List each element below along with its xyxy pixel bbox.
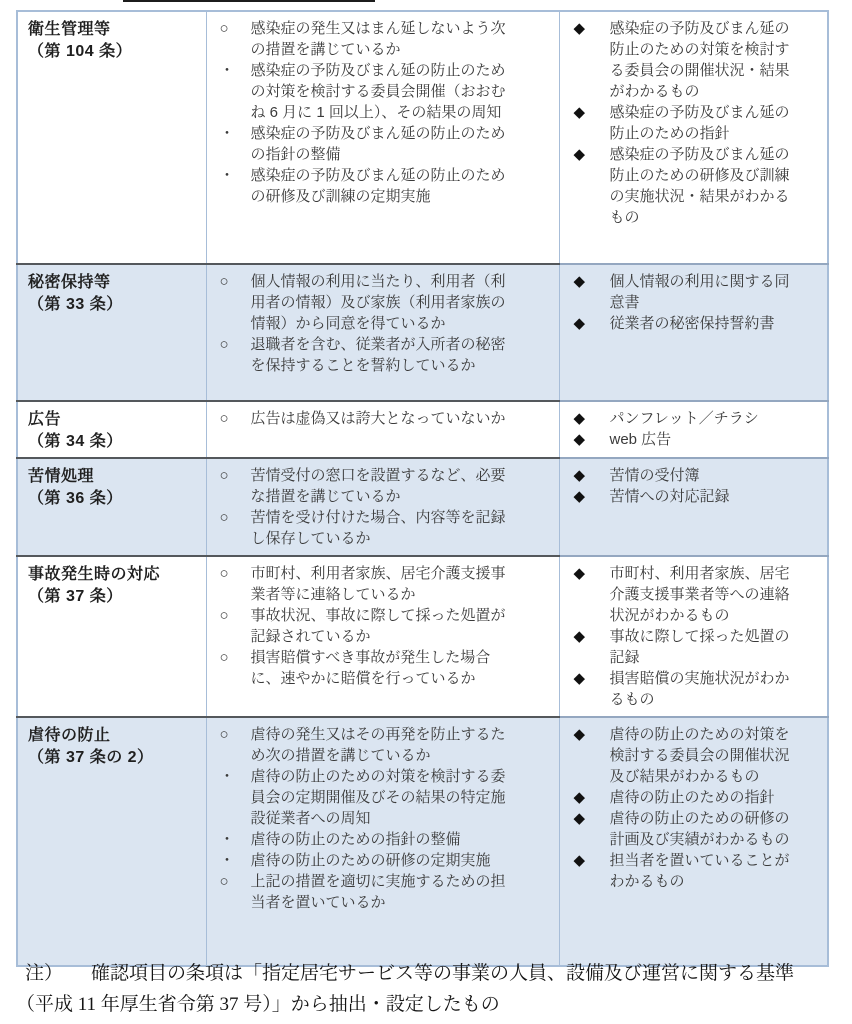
evidence-items-cell xyxy=(559,264,828,401)
check-items-cell xyxy=(206,264,559,401)
table-row xyxy=(17,401,828,458)
list-item xyxy=(560,626,828,668)
evidence-items-cell xyxy=(559,458,828,556)
check-items-cell xyxy=(206,556,559,717)
diamond-bullet-icon: ◆ xyxy=(573,670,586,687)
circle-bullet-icon: ○ xyxy=(219,649,229,666)
table-row xyxy=(17,458,828,556)
list-item-text: パンフレット／チラシ xyxy=(609,410,759,427)
list-item-text: 虐待の防止のための対策を検討する委員会の開催状況及び結果がわかるもの xyxy=(609,726,790,785)
list-item-text: 苦情への対応記録 xyxy=(609,488,730,505)
diamond-bullet-icon: ◆ xyxy=(573,810,586,827)
circle-bullet-icon: ○ xyxy=(219,509,229,526)
inspection-check-table xyxy=(16,10,829,967)
diamond-bullet-icon: ◆ xyxy=(573,104,586,121)
list-item-text: 損害賠償すべき事故が発生した場合に、速やかに賠償を行っているか xyxy=(250,649,491,687)
check-items-cell xyxy=(206,401,559,458)
category-name: 秘密保持等 xyxy=(28,274,111,291)
footnote xyxy=(0,958,852,1020)
list-item-text: 感染症の予防及びまん延の防止のための指針の整備 xyxy=(250,125,506,163)
list-item xyxy=(560,486,828,507)
category-article: （第 36 条） xyxy=(28,490,123,507)
list-item-text: 担当者を置いていることがわかるもの xyxy=(609,852,790,890)
category-article: （第 37 条） xyxy=(28,588,123,605)
list-item xyxy=(560,429,828,450)
list-item-text: 損害賠償の実施状況がわかるもの xyxy=(609,670,790,708)
list-item xyxy=(207,165,559,207)
diamond-bullet-icon: ◆ xyxy=(573,315,586,332)
diamond-bullet-icon: ◆ xyxy=(573,20,586,37)
list-item xyxy=(207,334,559,376)
list-item-text: 虐待の防止のための対策を検討する委員会の定期開催及びその結果の特定施設従業者への周知 xyxy=(250,768,506,827)
list-item xyxy=(207,123,559,165)
list-item xyxy=(207,871,559,913)
diamond-bullet-icon: ◆ xyxy=(573,628,586,645)
list-item-text: 事故に際して採った処置の記録 xyxy=(609,628,790,666)
list-item-text: 個人情報の利用に関する同意書 xyxy=(609,273,790,311)
category-name: 広告 xyxy=(28,411,62,428)
table-row xyxy=(17,11,828,264)
check-items-cell xyxy=(206,458,559,556)
list-item-text: 感染症の発生又はまん延しないよう次の措置を講じているか xyxy=(250,20,506,58)
list-item-text: 事故状況、事故に際して採った処置が記録されているか xyxy=(250,607,506,645)
list-item-text: 苦情受付の窓口を設置するなど、必要な措置を講じているか xyxy=(250,467,506,505)
page-top-remnant-line xyxy=(123,0,375,2)
list-item-text: 苦情を受け付けた場合、内容等を記録し保存しているか xyxy=(250,509,506,547)
list-item-text: 広告は虚偽又は誇大となっていないか xyxy=(250,410,506,427)
list-item-text: 感染症の予防及びまん延の防止のための対策を検討する委員会の開催状況・結果がわかるもの xyxy=(609,20,790,100)
list-item xyxy=(207,766,559,829)
table-row xyxy=(17,264,828,401)
list-item-text: 虐待の防止のための指針 xyxy=(609,789,775,806)
list-item xyxy=(207,18,559,60)
list-item xyxy=(560,313,828,334)
dot-bullet-icon: ・ xyxy=(219,167,235,184)
list-item-text: 虐待の防止のための指針の整備 xyxy=(250,831,461,848)
dot-bullet-icon: ・ xyxy=(219,852,235,869)
list-item xyxy=(207,507,559,549)
list-item xyxy=(560,144,828,228)
diamond-bullet-icon: ◆ xyxy=(573,565,586,582)
circle-bullet-icon: ○ xyxy=(219,467,229,484)
dot-bullet-icon: ・ xyxy=(219,62,235,79)
evidence-items-cell xyxy=(559,401,828,458)
circle-bullet-icon: ○ xyxy=(219,726,229,743)
list-item xyxy=(207,605,559,647)
list-item xyxy=(207,647,559,689)
list-item-text: 虐待の防止のための研修の計画及び実績がわかるもの xyxy=(609,810,790,848)
list-item xyxy=(560,102,828,144)
category-cell xyxy=(17,458,206,556)
inspection-table-body xyxy=(17,11,828,966)
evidence-items-cell xyxy=(559,11,828,264)
list-item-text: 退職者を含む、従業者が入所者の秘密を保持することを誓約しているか xyxy=(250,336,506,374)
footnote-line-1-text: 確認項目の条項は「指定居宅サービス等の事業の人員、設備及び運営に関する基準 xyxy=(91,963,795,984)
diamond-bullet-icon: ◆ xyxy=(573,431,586,448)
circle-bullet-icon: ○ xyxy=(219,607,229,624)
table-row xyxy=(17,717,828,966)
list-item xyxy=(207,408,559,429)
category-cell xyxy=(17,717,206,966)
category-article: （第 37 条の 2） xyxy=(28,749,154,766)
category-name: 衛生管理等 xyxy=(28,21,111,38)
category-name: 事故発生時の対応 xyxy=(28,566,161,583)
list-item-text: 苦情の受付簿 xyxy=(609,467,700,484)
list-item-text: 上記の措置を適切に実施するための担当者を置いているか xyxy=(250,873,506,911)
circle-bullet-icon: ○ xyxy=(219,565,229,582)
category-cell xyxy=(17,264,206,401)
diamond-bullet-icon: ◆ xyxy=(573,467,586,484)
list-item-text: 感染症の予防及びまん延の防止のための研修及び訓練の定期実施 xyxy=(250,167,506,205)
dot-bullet-icon: ・ xyxy=(219,831,235,848)
category-cell xyxy=(17,401,206,458)
diamond-bullet-icon: ◆ xyxy=(573,726,586,743)
table-row xyxy=(17,556,828,717)
category-cell xyxy=(17,556,206,717)
list-item xyxy=(560,465,828,486)
list-item-text: 虐待の発生又はその再発を防止するため次の措置を講じているか xyxy=(250,726,506,764)
footnote-prefix: 注） xyxy=(25,963,64,984)
list-item xyxy=(207,850,559,871)
circle-bullet-icon: ○ xyxy=(219,273,229,290)
dot-bullet-icon: ・ xyxy=(219,125,235,142)
footnote-line-1 xyxy=(0,958,852,989)
list-item xyxy=(207,563,559,605)
category-article: （第 33 条） xyxy=(28,296,123,313)
list-item-text: 従業者の秘密保持誓約書 xyxy=(609,315,775,332)
diamond-bullet-icon: ◆ xyxy=(573,146,586,163)
list-item xyxy=(207,465,559,507)
diamond-bullet-icon: ◆ xyxy=(573,789,586,806)
list-item-text: 感染症の予防及びまん延の防止のための指針 xyxy=(609,104,790,142)
evidence-items-cell xyxy=(559,556,828,717)
list-item-text: 感染症の予防及びまん延の防止のための研修及び訓練の実施状況・結果がわかるもの xyxy=(609,146,790,226)
list-item xyxy=(207,829,559,850)
category-name: 苦情処理 xyxy=(28,468,95,485)
category-article: （第 34 条） xyxy=(28,433,123,450)
diamond-bullet-icon: ◆ xyxy=(573,273,586,290)
footnote-line-2: （平成 11 年厚生省令第 37 号）」から抽出・設定したもの xyxy=(16,994,500,1015)
check-items-cell xyxy=(206,717,559,966)
list-item xyxy=(560,668,828,710)
list-item xyxy=(560,850,828,892)
category-article: （第 104 条） xyxy=(28,43,133,60)
circle-bullet-icon: ○ xyxy=(219,20,229,37)
category-name: 虐待の防止 xyxy=(28,727,111,744)
list-item xyxy=(560,724,828,787)
list-item-text: 市町村、利用者家族、居宅介護支援事業者等への連絡状況がわかるもの xyxy=(609,565,790,624)
list-item xyxy=(560,18,828,102)
list-item xyxy=(207,60,559,123)
dot-bullet-icon: ・ xyxy=(219,768,235,785)
list-item xyxy=(207,724,559,766)
list-item xyxy=(560,271,828,313)
list-item xyxy=(207,271,559,334)
list-item xyxy=(560,408,828,429)
diamond-bullet-icon: ◆ xyxy=(573,410,586,427)
category-cell xyxy=(17,11,206,264)
list-item xyxy=(560,787,828,808)
evidence-items-cell xyxy=(559,717,828,966)
list-item xyxy=(560,808,828,850)
diamond-bullet-icon: ◆ xyxy=(573,852,586,869)
list-item-text: 虐待の防止のための研修の定期実施 xyxy=(250,852,491,869)
circle-bullet-icon: ○ xyxy=(219,873,229,890)
circle-bullet-icon: ○ xyxy=(219,410,229,427)
list-item xyxy=(560,563,828,626)
list-item-text: web 広告 xyxy=(609,431,672,448)
list-item-text: 個人情報の利用に当たり、利用者（利用者の情報）及び家族（利用者家族の情報）から同意を得ているか xyxy=(250,273,506,332)
diamond-bullet-icon: ◆ xyxy=(573,488,586,505)
list-item-text: 市町村、利用者家族、居宅介護支援事業者等に連絡しているか xyxy=(250,565,506,603)
check-items-cell xyxy=(206,11,559,264)
list-item-text: 感染症の予防及びまん延の防止のための対策を検討する委員会開催（おおむね 6 月に 1 回以上）、その結果の周知 xyxy=(250,62,506,121)
circle-bullet-icon: ○ xyxy=(219,336,229,353)
